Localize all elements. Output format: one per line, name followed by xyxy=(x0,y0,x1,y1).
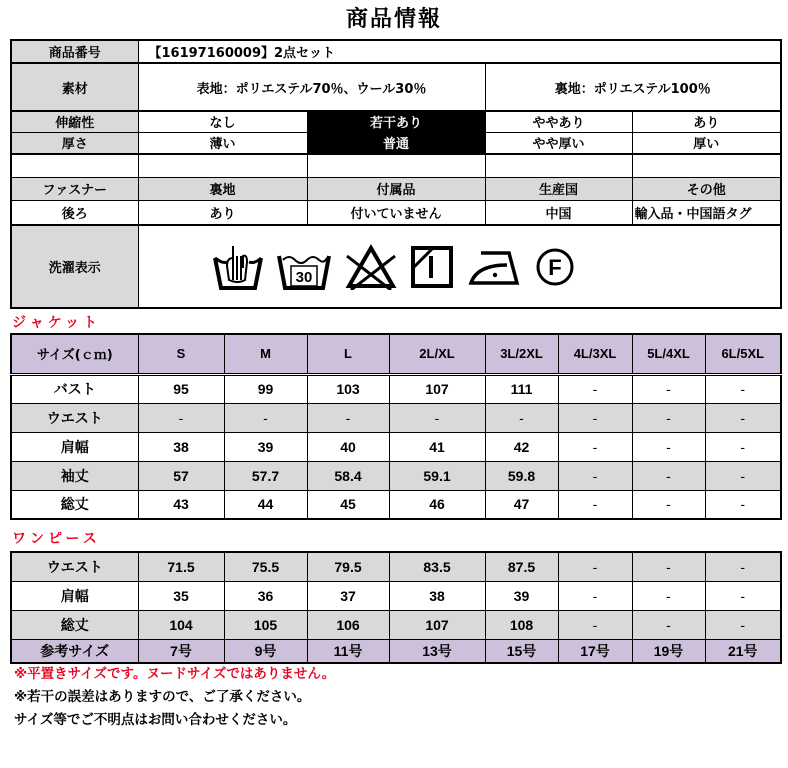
cell: 11号 xyxy=(307,639,389,663)
row-label: バスト xyxy=(11,374,138,403)
table-row xyxy=(11,432,781,461)
size-header-2l: 2L/XL xyxy=(389,334,485,374)
care-icons xyxy=(139,244,781,290)
table-row xyxy=(11,403,781,432)
cell: - xyxy=(558,610,632,639)
iron-low-icon xyxy=(467,247,521,287)
svg-text:30: 30 xyxy=(295,268,312,286)
cell: - xyxy=(558,552,632,581)
cell: - xyxy=(705,581,781,610)
size-header-l: L xyxy=(307,334,389,374)
size-header-5l: 5L/4XL xyxy=(632,334,705,374)
cell: 47 xyxy=(485,490,558,519)
size-header-4l: 4L/3XL xyxy=(558,334,632,374)
cell: - xyxy=(558,490,632,519)
row-label: ウエスト xyxy=(11,552,138,581)
cell: 21号 xyxy=(705,639,781,663)
product-info-table xyxy=(10,39,782,309)
cell: 107 xyxy=(389,374,485,403)
table-row xyxy=(11,581,781,610)
cell: - xyxy=(632,610,705,639)
note-contact: サイズ等でご不明点はお問い合わせください。 xyxy=(14,712,297,728)
size-header-m: M xyxy=(224,334,307,374)
line-dry-shade-icon xyxy=(411,246,453,288)
cell: - xyxy=(485,403,558,432)
cell: - xyxy=(558,581,632,610)
thickness-label: 厚さ xyxy=(11,132,138,154)
cell: 38 xyxy=(138,432,224,461)
cell: 87.5 xyxy=(485,552,558,581)
cell: 35 xyxy=(138,581,224,610)
cell: - xyxy=(224,403,307,432)
cell: - xyxy=(705,374,781,403)
cell: - xyxy=(307,403,389,432)
cell: 104 xyxy=(138,610,224,639)
size-header-s: S xyxy=(138,334,224,374)
cell: - xyxy=(632,432,705,461)
cell: 106 xyxy=(307,610,389,639)
other-header: その他 xyxy=(632,177,781,200)
cell: - xyxy=(705,490,781,519)
note-flat-size: ※平置きサイズです。ヌードサイズではありません。 xyxy=(14,666,336,682)
page-title: 商品情報 xyxy=(345,7,442,32)
cell: 15号 xyxy=(485,639,558,663)
row-label: 総丈 xyxy=(11,490,138,519)
product-number-label: 商品番号 xyxy=(11,40,138,63)
care-label: 洗濯表示 xyxy=(11,225,138,308)
jacket-section-label: ジャケット xyxy=(12,315,102,331)
dress-section-label: ワンピース xyxy=(12,531,101,547)
row-label: 肩幅 xyxy=(11,581,138,610)
cell: 103 xyxy=(307,374,389,403)
cell: 44 xyxy=(224,490,307,519)
cell: 7号 xyxy=(138,639,224,663)
cell: 39 xyxy=(224,432,307,461)
cell: 75.5 xyxy=(224,552,307,581)
cell: - xyxy=(138,403,224,432)
thickness-option-thin: 薄い xyxy=(138,132,307,154)
cell: 105 xyxy=(224,610,307,639)
size-header-6l: 6L/5XL xyxy=(705,334,781,374)
blank-cell xyxy=(138,154,307,177)
cell: - xyxy=(632,552,705,581)
cell: 43 xyxy=(138,490,224,519)
cell: 83.5 xyxy=(389,552,485,581)
cell: - xyxy=(705,461,781,490)
cell: 111 xyxy=(485,374,558,403)
stretch-option-none: なし xyxy=(138,111,307,132)
zipper-header: ファスナー xyxy=(11,177,138,200)
note-tolerance: ※若干の誤差はありますので、ご了承ください。 xyxy=(14,689,311,705)
dress-size-table xyxy=(10,551,782,664)
cell: 9号 xyxy=(224,639,307,663)
product-number-value: 【16197160009】2点セット xyxy=(138,40,781,63)
dry-clean-f-icon xyxy=(535,247,575,287)
cell: - xyxy=(558,403,632,432)
size-header-3l: 3L/2XL xyxy=(485,334,558,374)
cell: - xyxy=(558,461,632,490)
blank-cell xyxy=(11,154,138,177)
cell: 19号 xyxy=(632,639,705,663)
wash-30-icon xyxy=(277,244,331,290)
cell: - xyxy=(632,490,705,519)
cell: 46 xyxy=(389,490,485,519)
cell: 99 xyxy=(224,374,307,403)
lining-value: あり xyxy=(138,200,307,225)
cell: - xyxy=(705,552,781,581)
cell: 71.5 xyxy=(138,552,224,581)
material-label: 素材 xyxy=(11,63,138,111)
cell: 45 xyxy=(307,490,389,519)
table-row xyxy=(11,374,781,403)
jacket-size-table xyxy=(10,333,782,520)
cell: 58.4 xyxy=(307,461,389,490)
table-row xyxy=(11,639,781,663)
stretch-option-some: ややあり xyxy=(485,111,632,132)
cell: 57 xyxy=(138,461,224,490)
cell: 41 xyxy=(389,432,485,461)
blank-cell xyxy=(307,154,485,177)
cell: 79.5 xyxy=(307,552,389,581)
size-header-label: サイズ(ｃｍ) xyxy=(11,334,138,374)
accessories-value: 付いていません xyxy=(307,200,485,225)
cell: 42 xyxy=(485,432,558,461)
cell: 37 xyxy=(307,581,389,610)
cell: 17号 xyxy=(558,639,632,663)
cell: 59.1 xyxy=(389,461,485,490)
cell: - xyxy=(389,403,485,432)
table-row xyxy=(11,490,781,519)
table-row xyxy=(11,552,781,581)
cell: - xyxy=(632,403,705,432)
cell: - xyxy=(705,610,781,639)
row-label: 袖丈 xyxy=(11,461,138,490)
row-label: 肩幅 xyxy=(11,432,138,461)
cell: 36 xyxy=(224,581,307,610)
stretch-label: 伸縮性 xyxy=(11,111,138,132)
no-bleach-icon xyxy=(345,244,397,290)
table-row xyxy=(11,610,781,639)
stretch-option-slight-selected: 若干あり xyxy=(307,111,485,132)
cell: - xyxy=(705,432,781,461)
other-value: 輸入品・中国語タグ xyxy=(632,200,781,225)
care-symbols-cell xyxy=(138,225,781,308)
thickness-option-thick: 厚い xyxy=(632,132,781,154)
cell: 108 xyxy=(485,610,558,639)
stretch-option-yes: あり xyxy=(632,111,781,132)
cell: 39 xyxy=(485,581,558,610)
cell: 38 xyxy=(389,581,485,610)
country-header: 生産国 xyxy=(485,177,632,200)
cell: 59.8 xyxy=(485,461,558,490)
cell: - xyxy=(558,374,632,403)
thickness-option-slightly-thick: やや厚い xyxy=(485,132,632,154)
cell: - xyxy=(705,403,781,432)
cell: - xyxy=(558,432,632,461)
thickness-option-normal-selected: 普通 xyxy=(307,132,485,154)
cell: 13号 xyxy=(389,639,485,663)
cell: 57.7 xyxy=(224,461,307,490)
table-row xyxy=(11,461,781,490)
material-outer: 表地：ポリエステル70％、ウール30％ xyxy=(138,63,485,111)
cell: 107 xyxy=(389,610,485,639)
lining-header: 裏地 xyxy=(138,177,307,200)
accessories-header: 付属品 xyxy=(307,177,485,200)
country-value: 中国 xyxy=(485,200,632,225)
cell: - xyxy=(632,461,705,490)
cell: 40 xyxy=(307,432,389,461)
zipper-value: 後ろ xyxy=(11,200,138,225)
blank-cell xyxy=(485,154,632,177)
row-label: 参考サイズ xyxy=(11,639,138,663)
cell: - xyxy=(632,374,705,403)
material-lining: 裏地：ポリエステル100％ xyxy=(485,63,781,111)
cell: - xyxy=(632,581,705,610)
notes xyxy=(14,663,335,732)
hand-wash-icon xyxy=(213,244,263,290)
row-label: 総丈 xyxy=(11,610,138,639)
blank-cell xyxy=(632,154,781,177)
row-label: ウエスト xyxy=(11,403,138,432)
svg-text:F: F xyxy=(547,254,562,280)
cell: 95 xyxy=(138,374,224,403)
